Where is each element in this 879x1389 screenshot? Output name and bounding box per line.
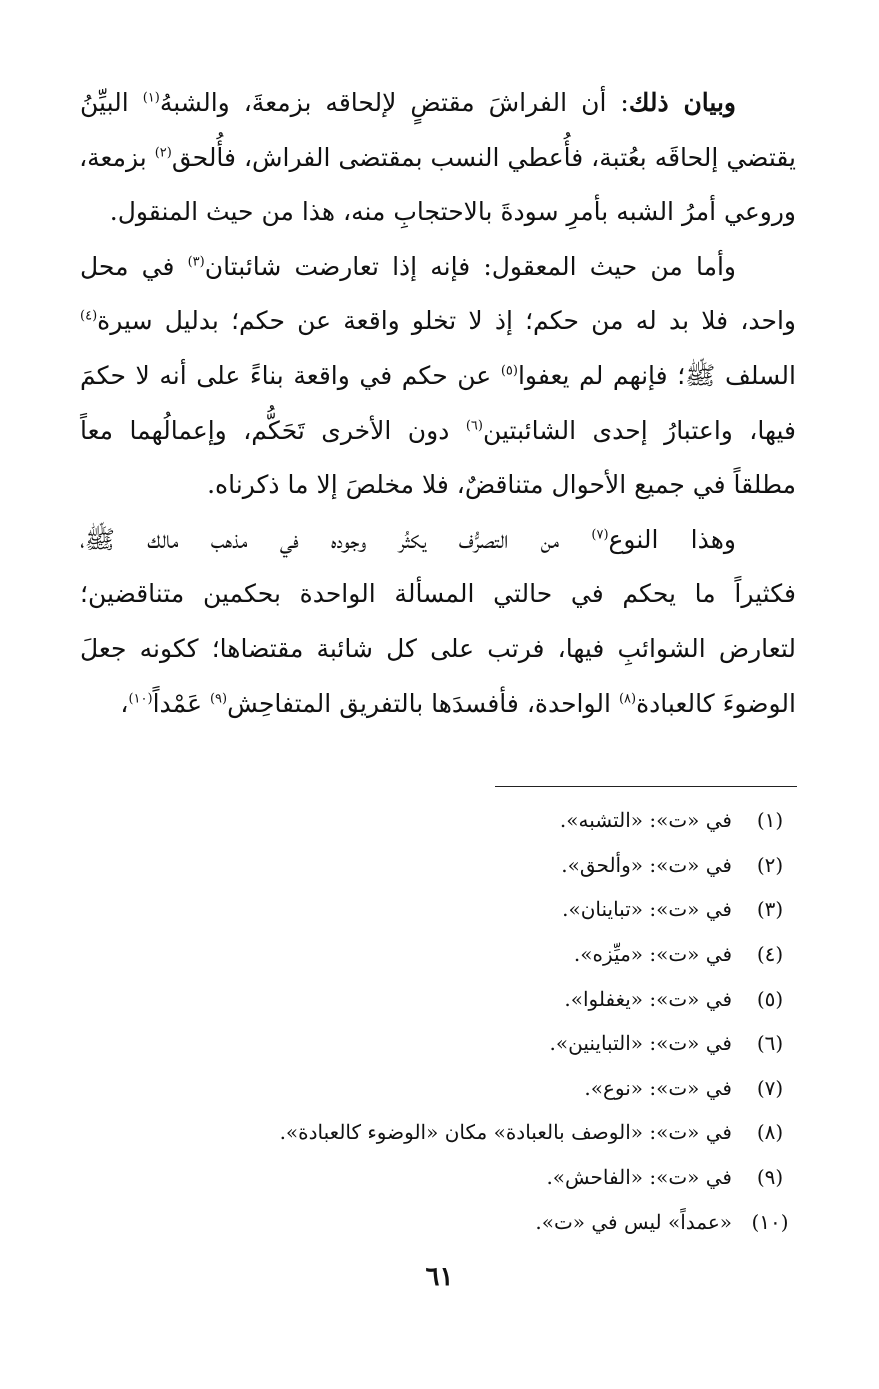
text-run: مطلقاً في جميع الأحوال متناقضٌ، فلا مخلصَ إلا ما ذكرناه. <box>207 470 796 500</box>
footnote-text: في «ت»: «التشبه». <box>559 808 732 833</box>
footnotes-list <box>80 798 796 1244</box>
footnote-number: (٩) <box>756 1165 784 1190</box>
footnote-text: «عمداً» ليس في «ت». <box>535 1209 732 1234</box>
footnote-marker: (٩) <box>209 691 228 707</box>
footnote-marker: (٧) <box>591 527 609 543</box>
footnote-number: (٣) <box>756 897 784 922</box>
footnote-separator-rule <box>495 786 797 787</box>
footnote-marker: (٤) <box>80 309 98 325</box>
footnote-item <box>80 843 796 888</box>
footnote-number: (١٠) <box>751 1209 789 1234</box>
footnote-marker: (١) <box>142 90 160 106</box>
text-line <box>80 349 796 404</box>
footnote-number: (١) <box>756 808 784 833</box>
text-run: عن حكم في واقعة بناءً على أنه لا حكمَ <box>80 360 501 390</box>
footnote-text: في «ت»: «وألحق». <box>561 852 732 877</box>
text-line <box>80 240 736 295</box>
text-run: ، <box>120 688 129 718</box>
footnote-item <box>80 976 796 1021</box>
text-line <box>80 131 796 186</box>
text-run: وأما من حيث المعقول: فإنه إذا تعارضت شائبتان <box>204 251 736 281</box>
footnote-number: (٧) <box>756 1075 784 1100</box>
footnote-number: (٥) <box>756 986 784 1011</box>
footnote-text: في «ت»: «نوع». <box>584 1075 732 1100</box>
footnote-number: (٤) <box>756 942 784 967</box>
text-line <box>80 185 796 240</box>
footnote-item <box>80 887 796 932</box>
footnote-text: في «ت»: «تباينان». <box>562 897 732 922</box>
text-line <box>80 677 796 732</box>
text-run: وروعي أمرُ الشبه بأمرِ سودةَ بالاحتجابِ منه، هذا من حيث المنقول. <box>109 197 796 227</box>
text-line <box>80 76 736 131</box>
page-number: ٦١ <box>425 1262 454 1292</box>
footnote-item <box>80 932 796 977</box>
text-line <box>80 567 796 622</box>
text-run: من التصرُّف يكثُر وجوده في مذهب مالك ﷺ، <box>80 524 592 554</box>
footnote-marker: (٨) <box>618 691 637 707</box>
text-run: واحد، فلا بد له من حكم؛ إذ لا تخلو واقعة عن حكم؛ بدليل سيرة <box>97 306 796 336</box>
text-run: يقتضي إلحاقَه بعُتبة، فأُعطي النسب بمقتضى الفراش، فأُلحق <box>171 142 796 172</box>
footnote-text: في «ت»: «ميِّزه». <box>573 942 732 967</box>
footnote-number: (٦) <box>756 1031 784 1056</box>
text-run: فيها، واعتبارُ إحدى الشائبتين <box>482 415 797 445</box>
text-run: السلف ﷺ؛ فإنهم لم يعفوا <box>517 360 796 390</box>
text-run: في محل <box>80 251 188 281</box>
footnote-text: في «ت»: «التباينين». <box>549 1031 732 1056</box>
footnote-item <box>80 1066 796 1111</box>
footnote-item <box>80 798 796 843</box>
footnote-text: في «ت»: «الفاحش». <box>546 1165 732 1190</box>
text-run: فكثيراً ما يحكم في حالتي المسألة الواحدة بحكمين متناقضين؛ <box>80 579 796 609</box>
footnote-text: في «ت»: «يغفلوا». <box>564 986 732 1011</box>
footnote-marker: (٥) <box>500 363 518 379</box>
bold-lead-phrase: وبيان ذلك <box>628 88 736 117</box>
paragraph-1 <box>80 76 796 240</box>
text-run: دون الأخرى تَحَكُّم، وإعمالُهما معاً <box>80 415 466 445</box>
paragraph-3 <box>80 513 796 731</box>
footnote-number: (٨) <box>756 1120 784 1145</box>
text-line <box>80 513 736 568</box>
text-line <box>80 404 796 459</box>
text-run: البيِّنُ <box>80 88 143 117</box>
text-run: وهذا النوع <box>608 524 736 554</box>
footnote-marker: (٢) <box>154 145 172 161</box>
footnote-marker: (٦) <box>465 418 483 434</box>
footnote-item <box>80 1199 796 1244</box>
footnote-item <box>80 1155 796 1200</box>
text-run: عَمْداً <box>152 688 210 718</box>
footnote-item <box>80 1110 796 1155</box>
footnote-item <box>80 1021 796 1066</box>
text-line <box>80 294 796 349</box>
text-line <box>80 622 796 677</box>
footnote-marker: (٣) <box>187 254 205 270</box>
main-text <box>80 76 796 731</box>
text-run: لتعارض الشوائبِ فيها، فرتب على كل شائبة مقتضاها؛ ككونه جعلَ <box>80 633 796 663</box>
text-run: : أن الفراشَ مقتضٍ لإلحاقه بزمعةَ، والشبهُ <box>159 88 629 117</box>
footnote-marker: (١٠) <box>128 691 153 707</box>
paragraph-2 <box>80 240 796 513</box>
text-run: بزمعة، <box>79 142 155 172</box>
footnote-text: في «ت»: «الوصف بالعبادة» مكان «الوضوء كالعبادة». <box>279 1120 732 1145</box>
text-line <box>80 458 796 513</box>
text-run: الواحدة، فأفسدَها بالتفريق المتفاحِش <box>227 688 619 718</box>
text-run: الوضوءَ كالعبادة <box>636 688 796 718</box>
footnote-number: (٢) <box>756 852 784 877</box>
